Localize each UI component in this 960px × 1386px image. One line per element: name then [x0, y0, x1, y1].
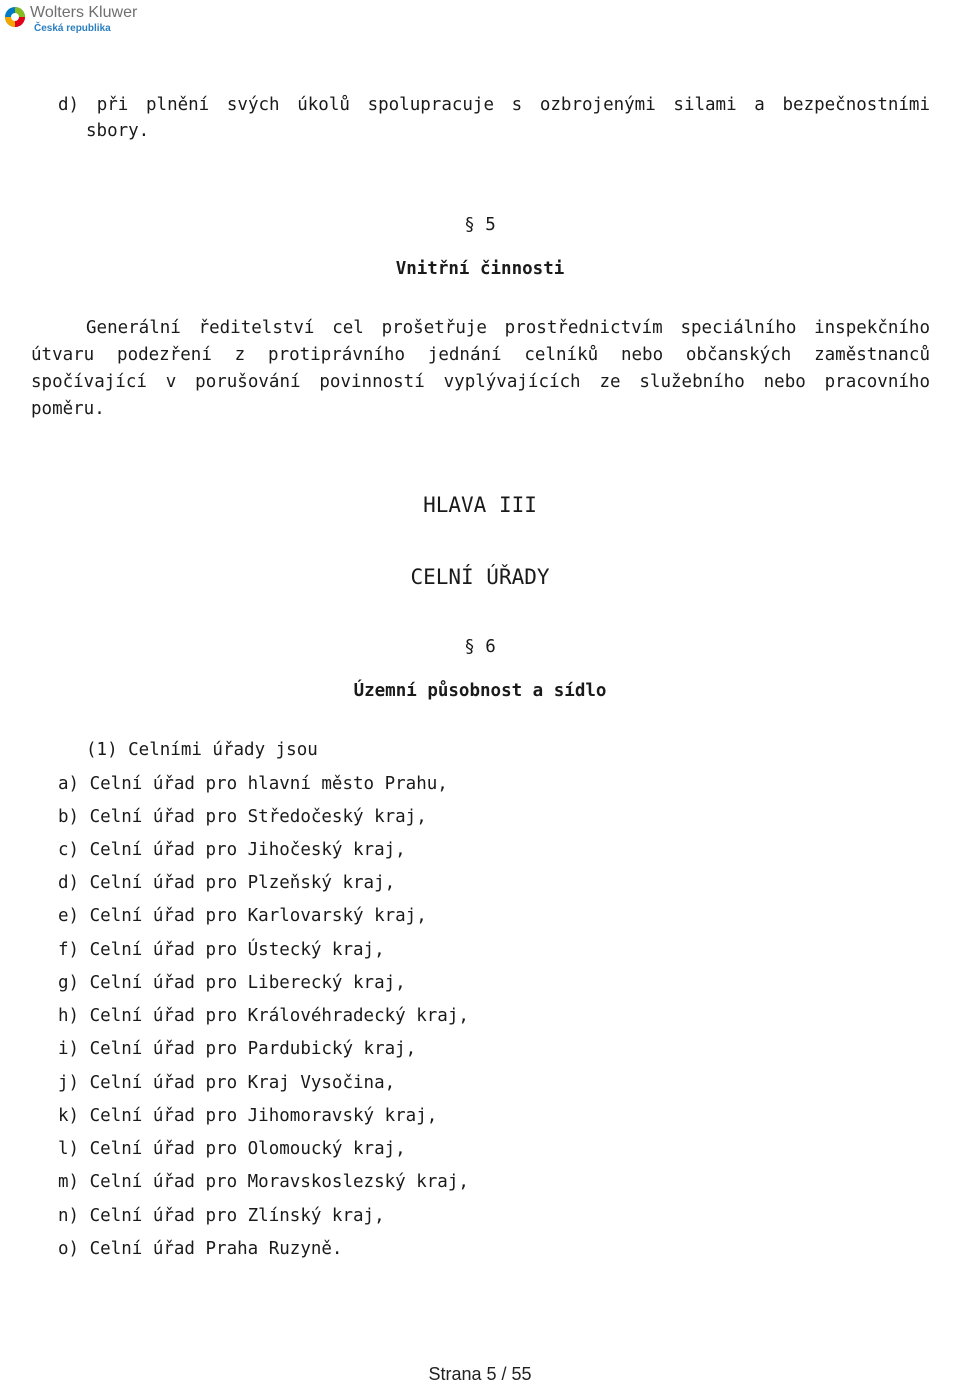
section-5-title: Vnitřní činnosti: [395, 259, 565, 279]
section-5-paragraph-line-4: poměru.: [31, 399, 105, 419]
section-5-number: § 5: [464, 215, 496, 235]
wolters-kluwer-logo-icon: [4, 6, 26, 28]
section-6-number: § 6: [464, 637, 496, 657]
list-item: o) Celní úřad Praha Ruzyně.: [58, 1239, 343, 1259]
logo-name: Wolters Kluwer: [30, 4, 138, 21]
intro-item-line-2: sbory.: [86, 121, 150, 141]
section-6-title: Územní působnost a sídlo: [353, 681, 607, 701]
part-title: CELNÍ ÚŘADY: [410, 565, 550, 589]
publisher-logo: [2, 2, 152, 38]
list-item: g) Celní úřad pro Liberecký kraj,: [58, 973, 406, 993]
section-6-intro: (1) Celními úřady jsou: [86, 740, 318, 760]
list-item: j) Celní úřad pro Kraj Vysočina,: [58, 1073, 396, 1093]
list-item: c) Celní úřad pro Jihočeský kraj,: [58, 840, 406, 860]
part-label: HLAVA III: [423, 493, 537, 517]
intro-item-line-1: d) při plnění svých úkolů spolupracuje s ozbrojenými silami a bezpečnostními: [58, 95, 930, 115]
list-item: b) Celní úřad pro Středočeský kraj,: [58, 807, 427, 827]
list-item: m) Celní úřad pro Moravskoslezský kraj,: [58, 1172, 469, 1192]
list-item: a) Celní úřad pro hlavní město Prahu,: [58, 774, 448, 794]
list-item: i) Celní úřad pro Pardubický kraj,: [58, 1039, 417, 1059]
list-item: k) Celní úřad pro Jihomoravský kraj,: [58, 1106, 438, 1126]
section-5-paragraph-line-2: útvaru podezření z protiprávního jednání celníků nebo občanských zaměstnanců: [31, 345, 930, 365]
list-item: f) Celní úřad pro Ústecký kraj,: [58, 940, 385, 960]
list-item: e) Celní úřad pro Karlovarský kraj,: [58, 906, 427, 926]
list-item: n) Celní úřad pro Zlínský kraj,: [58, 1206, 385, 1226]
list-item: h) Celní úřad pro Královéhradecký kraj,: [58, 1006, 469, 1026]
list-item: l) Celní úřad pro Olomoucký kraj,: [58, 1139, 406, 1159]
section-5-paragraph-line-1: Generální ředitelství cel prošetřuje prostřednictvím speciálního inspekčního: [86, 318, 930, 338]
section-5-paragraph-line-3: spočívající v porušování povinností vyplývajících ze služebního nebo pracovního: [31, 372, 930, 392]
logo-subtitle: Česká republika: [34, 23, 111, 34]
page-number: Strana 5 / 55: [428, 1364, 532, 1384]
list-item: d) Celní úřad pro Plzeňský kraj,: [58, 873, 396, 893]
